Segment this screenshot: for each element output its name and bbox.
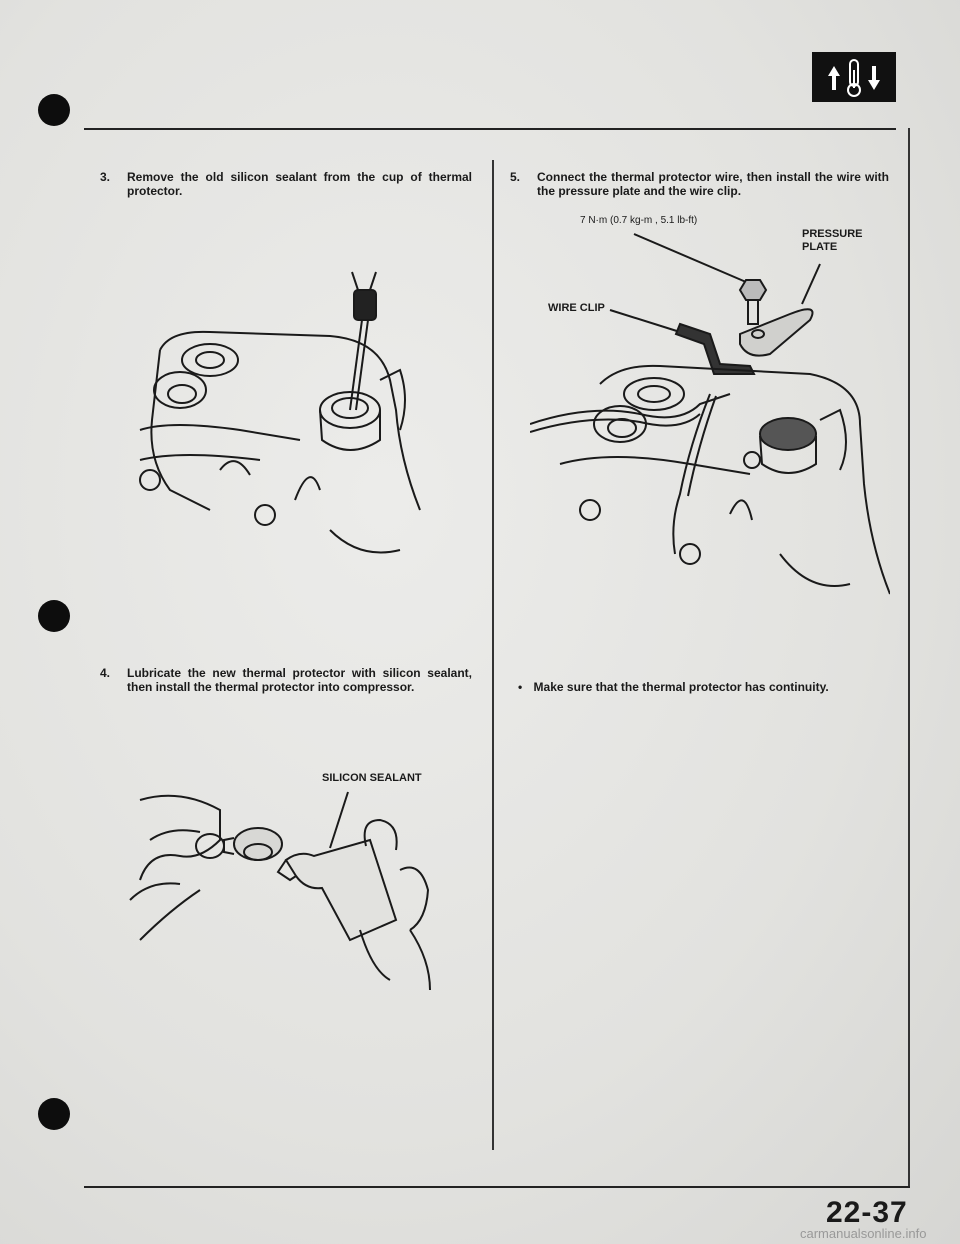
continuity-note-text: Make sure that the thermal protector has continuity. xyxy=(533,680,829,694)
step-text: Connect the thermal protector wire, then install the wire with the pressure plate and the wire clip. xyxy=(537,170,889,198)
binder-hole xyxy=(38,94,70,126)
bullet-mark: • xyxy=(518,680,523,694)
connect-wire-illustration xyxy=(530,224,890,614)
step-number: 5. xyxy=(510,170,521,184)
continuity-note xyxy=(518,680,898,694)
lubricate-illustration xyxy=(110,780,450,1000)
column-divider xyxy=(492,160,494,1150)
step-number: 4. xyxy=(100,666,111,680)
bottom-rule xyxy=(84,1186,910,1188)
step-number: 3. xyxy=(100,170,111,184)
page-number: 22-37 xyxy=(826,1196,908,1229)
watermark: carmanualsonline.info xyxy=(800,1226,927,1241)
pressure-plate-label-line1: PRESSURE xyxy=(802,228,863,240)
remove-sealant-illustration xyxy=(100,260,440,580)
step-text: Remove the old silicon sealant from the cup of thermal protector. xyxy=(127,170,472,198)
step-text: Lubricate the new thermal protector with silicon sealant, then install the thermal protector into compressor. xyxy=(127,666,472,694)
right-rule xyxy=(908,128,910,1188)
torque-spec-label: 7 N·m (0.7 kg-m , 5.1 lb-ft) xyxy=(580,215,698,226)
silicon-sealant-label: SILICON SEALANT xyxy=(322,772,422,784)
wire-clip-label: WIRE CLIP xyxy=(548,302,605,314)
binder-hole xyxy=(38,1098,70,1130)
ac-section-icon xyxy=(812,52,896,102)
binder-hole xyxy=(38,600,70,632)
pressure-plate-label-line2: PLATE xyxy=(802,241,838,253)
top-rule xyxy=(84,128,896,130)
